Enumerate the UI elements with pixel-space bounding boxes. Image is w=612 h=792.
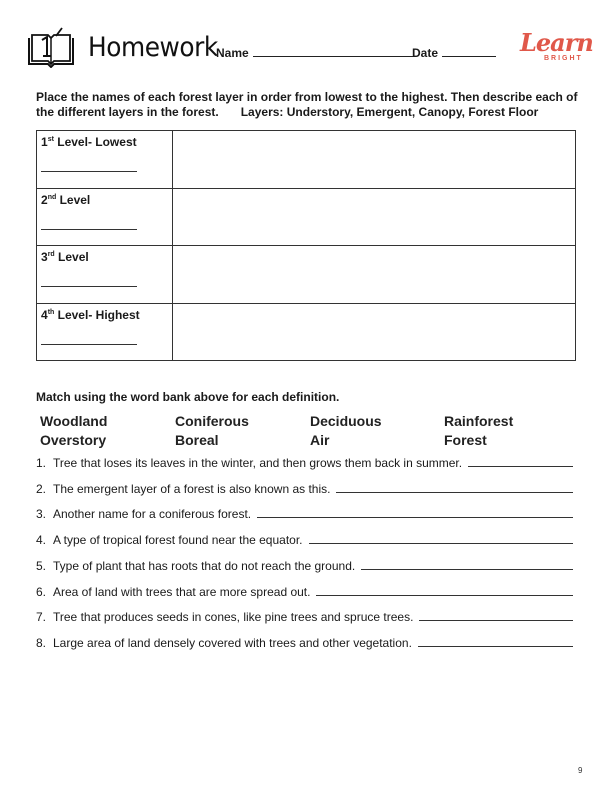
name-label: Name bbox=[216, 46, 249, 60]
question-item bbox=[36, 533, 573, 547]
name-field[interactable] bbox=[216, 46, 413, 60]
question-text: Large area of land densely covered with trees and other vegetation. bbox=[53, 635, 412, 650]
ordinal: 3 bbox=[41, 250, 48, 264]
question-number: 4. bbox=[36, 533, 47, 548]
layer-description-cell[interactable] bbox=[173, 246, 576, 304]
table-row bbox=[37, 188, 576, 246]
level-label: Level- Lowest bbox=[53, 135, 137, 149]
question-text: Another name for a coniferous forest. bbox=[53, 507, 252, 522]
learn-bright-logo bbox=[520, 28, 592, 68]
name-blank[interactable] bbox=[253, 56, 413, 57]
question-number: 1. bbox=[36, 456, 47, 470]
question-text: Tree that produces seeds in cones, like pine trees and spruce trees. bbox=[53, 610, 414, 625]
question-number: 3. bbox=[36, 507, 47, 522]
question-item bbox=[36, 585, 573, 599]
layer-label-cell bbox=[37, 246, 173, 304]
date-field[interactable] bbox=[412, 46, 496, 60]
level-label: Level- Highest bbox=[54, 307, 140, 322]
answer-blank[interactable] bbox=[361, 560, 573, 570]
word-bank-item: Coniferous bbox=[175, 413, 249, 429]
word-bank-item: Boreal bbox=[175, 432, 219, 448]
layer-label-cell bbox=[37, 131, 173, 189]
answer-blank[interactable] bbox=[419, 611, 573, 621]
question-item bbox=[36, 482, 573, 496]
date-blank[interactable] bbox=[442, 56, 496, 57]
layer-description-cell[interactable] bbox=[173, 303, 576, 361]
answer-blank[interactable] bbox=[336, 483, 573, 493]
ordinal: 4 bbox=[41, 307, 48, 322]
level-label: Level bbox=[54, 250, 89, 264]
date-label: Date bbox=[412, 46, 439, 60]
layer-description-cell[interactable] bbox=[173, 131, 576, 189]
open-book-icon bbox=[26, 26, 76, 68]
word-bank-item: Air bbox=[310, 432, 330, 448]
question-text: Type of plant that has roots that do not reach the ground. bbox=[53, 558, 356, 573]
logo-main-text: Learn bbox=[520, 28, 593, 57]
layers-list: Layers: Understory, Emergent, Canopy, Forest Floor bbox=[240, 105, 539, 119]
page-number: 9 bbox=[578, 766, 583, 775]
question-number: 8. bbox=[36, 635, 47, 650]
question-number: 7. bbox=[36, 610, 47, 625]
question-item bbox=[36, 559, 573, 573]
question-text: Tree that loses its leaves in the winter, and then grows them back in summer. bbox=[53, 456, 463, 470]
layer-name-blank[interactable] bbox=[41, 171, 137, 172]
question-text: The emergent layer of a forest is also known as this. bbox=[53, 481, 331, 496]
forest-layer-table bbox=[36, 130, 576, 361]
word-bank-item: Deciduous bbox=[310, 413, 382, 429]
question-item bbox=[36, 636, 573, 650]
layer-name-blank[interactable] bbox=[41, 229, 137, 230]
page-title: Homework bbox=[88, 32, 218, 63]
layer-label-cell bbox=[37, 188, 173, 246]
logo-sub-text: BRIGHT bbox=[544, 55, 583, 62]
table-row bbox=[37, 246, 576, 304]
ordinal-suffix: th bbox=[47, 308, 55, 316]
ordinal-suffix: nd bbox=[47, 193, 57, 201]
question-item bbox=[36, 456, 573, 470]
header bbox=[26, 26, 592, 72]
question-number: 6. bbox=[36, 584, 47, 599]
word-bank-item: Rainforest bbox=[444, 413, 514, 429]
answer-blank[interactable] bbox=[257, 508, 573, 518]
answer-blank[interactable] bbox=[418, 637, 573, 647]
ordinal: 1 bbox=[41, 135, 48, 149]
layer-label-cell bbox=[37, 303, 173, 361]
matching-heading: Match using the word bank above for each definition. bbox=[36, 390, 340, 404]
ordinal-suffix: st bbox=[47, 136, 54, 143]
layer-name-blank[interactable] bbox=[41, 286, 137, 287]
question-number: 5. bbox=[36, 558, 47, 573]
layer-description-cell[interactable] bbox=[173, 188, 576, 246]
answer-blank[interactable] bbox=[468, 457, 573, 467]
table-row bbox=[37, 303, 576, 361]
ordinal-suffix: rd bbox=[47, 251, 55, 258]
ordinal: 2 bbox=[41, 192, 48, 207]
word-bank-item: Overstory bbox=[40, 432, 107, 448]
question-text: A type of tropical forest found near the equator. bbox=[53, 533, 303, 548]
word-bank-item: Woodland bbox=[40, 413, 108, 429]
answer-blank[interactable] bbox=[316, 586, 573, 596]
table-row bbox=[37, 131, 576, 189]
instructions-text: Place the names of each forest layer in order from lowest to the highest. Then describe each of the different layers in the forest. bbox=[36, 90, 578, 119]
level-label: Level bbox=[56, 192, 91, 207]
question-number: 2. bbox=[36, 481, 47, 496]
answer-blank[interactable] bbox=[309, 534, 574, 544]
question-item bbox=[36, 610, 573, 624]
layer-name-blank[interactable] bbox=[41, 344, 137, 345]
question-item bbox=[36, 507, 573, 521]
instructions bbox=[36, 90, 581, 120]
word-bank-item: Forest bbox=[444, 432, 487, 448]
question-text: Area of land with trees that are more spread out. bbox=[53, 584, 311, 599]
